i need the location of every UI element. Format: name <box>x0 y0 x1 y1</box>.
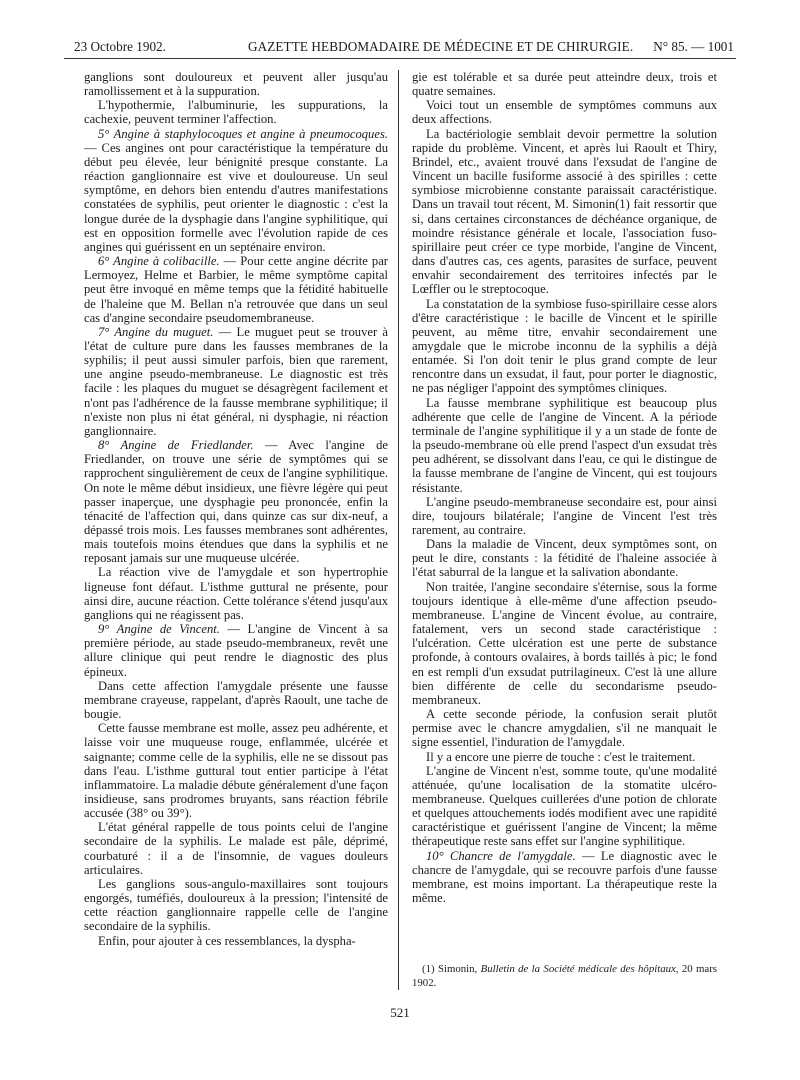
section-heading: 6° Angine à colibacille. <box>98 254 220 269</box>
paragraph: Voici tout un ensemble de symptômes communs aux deux affections. <box>412 98 717 127</box>
paragraph <box>84 622 388 679</box>
footnote <box>412 962 717 990</box>
right-column <box>412 70 717 905</box>
paragraph <box>84 127 388 254</box>
paragraph: La constatation de la symbiose fuso-spirillaire cesse alors d'être caractéristique : le bacille de Vincent et le spirille peuvent, au même titre, envahir secondairement une amygdale que le microbe inconnu de la syphilis a déjà entamée. Si l'on doit tenir le plus grand compte de leur rencontre dans un exsudat, il faut, pour porter le diagnostic, ne pas négliger l'appoint des symptômes cliniques. <box>412 296 717 396</box>
paragraph: Non traitée, l'angine secondaire s'éternise, sous la forme toujours identique à elle-même d'une affection pseudo-membraneuse. L'angine de Vincent évolue, au contraire, fatalement, vers un second stade caractéristique : l'ulcération. Cette ulcération est une perte de substance profonde, à contours ovalaires, à bords taillés à pic; le fond en est rempli d'un exsudat putrilagineux. C'est là une allure bien différente de celle du secondarisme pseudo-membraneux. <box>412 579 717 707</box>
paragraph <box>84 438 388 565</box>
page-header <box>64 38 736 59</box>
paragraph: Dans cette affection l'amygdale présente une fausse membrane crayeuse, rappelant, d'après Raoult, une tache de bougie. <box>84 678 388 722</box>
section-text: — Pour cette angine décrite par Lermoyez, Helme et Barbier, le même symptôme capital peut être invoqué en même temps que la fétidité habituelle de l'haleine que M. Bellan n'a retrouvée que dans un seul cas d'angine secondaire pseudomembraneuse. <box>84 254 388 325</box>
issue-number: N° 85. — 1001 <box>653 39 734 54</box>
footnote-marker: (1) Simonin, <box>422 963 478 975</box>
section-heading: 9° Angine de Vincent. <box>98 622 220 637</box>
section-heading: 8° Angine de Friedlander. <box>98 438 254 453</box>
paragraph: Les ganglions sous-angulo-maxillaires sont toujours engorgés, tuméfiés, douloureux à la pression; l'intensité de cette réaction ganglionnaire rappelle celle de l'angine secondaire de la syphilis. <box>84 876 388 934</box>
paragraph: Dans la maladie de Vincent, deux symptômes sont, on peut le dire, constants : la fétidité de l'haleine associée à l'état saburral de la langue et la salivation abondante. <box>412 537 717 580</box>
section-text: — Le diagnostic avec le chancre de l'amygdale, qui se recouvre parfois d'une fausse membrane, est moins important. La thérapeutique reste la même. <box>412 848 717 906</box>
paragraph: L'état général rappelle de tous points celui de l'angine secondaire de la syphilis. Le malade est pâle, déprimé, courbaturé : il a de l'insomnie, de vagues douleurs articulaires. <box>84 820 388 877</box>
section-text: — Ces angines ont pour caractéristique la température du début peu élevée, leur bénignité presque constante. La réaction ganglionnaire est vive et douloureuse. Un seul symptôme, en dehors bien entendu d'autres manifestations constatées de syphilis, peut orienter le diagnostic : c'est la longue durée de la dysphagie dans l'angine syphilitique, qui est en opposition formelle avec l'évolution rapide de ces angines qui guérissent en un septénaire environ. <box>84 140 388 254</box>
paragraph: Enfin, pour ajouter à ces ressemblances, la dyspha- <box>98 933 356 948</box>
paragraph: La réaction vive de l'amygdale et son hypertrophie ligneuse font défaut. L'isthme guttural ne présente, pour ainsi dire, aucune réaction. Cette tolérance s'étend jusqu'aux ganglions qui ne réagissent pas. <box>84 565 388 622</box>
section-heading: 5° Angine à staphylocoques et angine à pneumocoques. <box>98 126 388 141</box>
paragraph <box>412 849 717 906</box>
section-heading: 7° Angine du muguet. <box>98 324 214 339</box>
paragraph: Il y a encore une pierre de touche : c'est le traitement. <box>426 749 696 764</box>
paragraph: Cette fausse membrane est molle, assez peu adhérente, et laisse voir une muqueuse rouge, enflammée, ulcérée et saignante; comme celle de la syphilis, elle ne se dissout pas dans l'eau. L'isthme guttural tout entier participe à l'état inflammatoire. La maladie débute généralement d'une façon insidieuse, sans prodromes bruyants, sans réaction fébrile accusée (38° ou 39°). <box>84 721 388 821</box>
left-column <box>84 70 388 948</box>
journal-title: GAZETTE HEBDOMADAIRE DE MÉDECINE ET DE CHIRURGIE. <box>248 39 634 54</box>
footnote-date: 20 mars 1902. <box>412 963 718 989</box>
page-number: 521 <box>390 1005 410 1020</box>
paragraph: gie est tolérable et sa durée peut atteindre deux, trois et quatre semaines. <box>412 70 717 99</box>
paragraph: ganglions sont douloureux et peuvent aller jusqu'au ramollissement et à la suppuration. <box>84 70 388 99</box>
paragraph: La fausse membrane syphilitique est beaucoup plus adhérente que celle de l'angine de Vincent. A la période terminale de l'angine syphilitique il y a un stade de fonte de la pseudo-membrane où elle prend l'aspect d'un exsudat très peu adhérent, se dissolvant dans l'eau, ce qui le distingue de la fausse membrane de l'angine de Vincent, qui est toujours résistante. <box>412 395 717 495</box>
paragraph: La bactériologie semblait devoir permettre la solution rapide du problème. Vincent, et après lui Raoult et Thiry, Brindel, etc., avaient trouvé dans l'exsudat de l'angine de Vincent un bacille fusiforme associé à des spirilles : cette symbiose microbienne constante paraissait caractéristique. Dans un travail tout récent, M. Simonin(1) fait ressortir que si, dans certaines circonstances de déchéance organique, de moindre résistance générale et locale, l'association fuso-spirillaire peut créer ce type morbide, l'angine de Vincent, dans d'autres cas, ces agents, parasites de surface, peuvent envahir secondairement des territoires infectés par le Lœffler ou le streptocoque. <box>412 126 717 297</box>
issue-date: 23 Octobre 1902. <box>74 39 166 54</box>
section-text: — Le muguet peut se trouver à l'état de culture pure dans les fausses membranes de la syphilis; il peut aussi simuler parfois, bien que rarement, une angine pseudo-membraneuse. Le diagnostic est très facile : les plaques du muguet se désagrègent facilement et n'ont pas l'adhérence de la fausse membrane syphilitique; il n'existe non plus ni état général, ni dysphagie, ni réaction ganglionnaire. <box>84 324 388 438</box>
section-heading: 10° Chancre de l'amygdale. <box>426 848 576 863</box>
paragraph: A cette seconde période, la confusion serait plutôt permise avec le chancre amygdalien, s'il ne manquait le signe essentiel, l'induration de l'amygdale. <box>412 707 717 750</box>
paragraph: L'angine pseudo-membraneuse secondaire est, pour ainsi dire, toujours bilatérale; l'angine de Vincent l'est très rarement, au contraire. <box>412 494 717 537</box>
section-text: — Avec l'angine de Friedlander, on trouve une série de symptômes qui se rapprochent singulièrement de ceux de l'angine syphilitique. On note le même début insidieux, une fièvre légère qui peut passer inaperçue, une dysphagie peu prononcée, enfin la ténacité de l'affection qui, dans quinze cas sur dix-neuf, a dépassé trois mois. Les fausses membranes sont adhérentes, mais toutefois moins étendues que dans la syphilis et ne reposant jamais sur une muqueuse ulcérée. <box>84 438 388 566</box>
paragraph: L'angine de Vincent n'est, somme toute, qu'une modalité atténuée, qu'une localisation de la stomatite ulcéro-membraneuse. Quelques cuillerées d'une potion de chlorate et quelques attouchements iodés modifient avec une rapidité caractéristique et guérissent l'angine de Vincent; la même thérapeutique reste sans effet sur l'angine syphilitique. <box>412 763 717 849</box>
paragraph: L'hypothermie, l'albuminurie, les suppurations, la cachexie, peuvent terminer l'affection. <box>84 98 388 127</box>
footnote-source: Bulletin de la Société médicale des hôpitaux, <box>477 963 679 975</box>
section-text: — L'angine de Vincent à sa première période, au stade pseudo-membraneux, revêt une allure clinique qui peut rendre le diagnostic des plus épineux. <box>84 622 388 679</box>
paragraph <box>84 254 388 325</box>
column-divider <box>398 70 399 990</box>
paragraph <box>84 325 388 438</box>
